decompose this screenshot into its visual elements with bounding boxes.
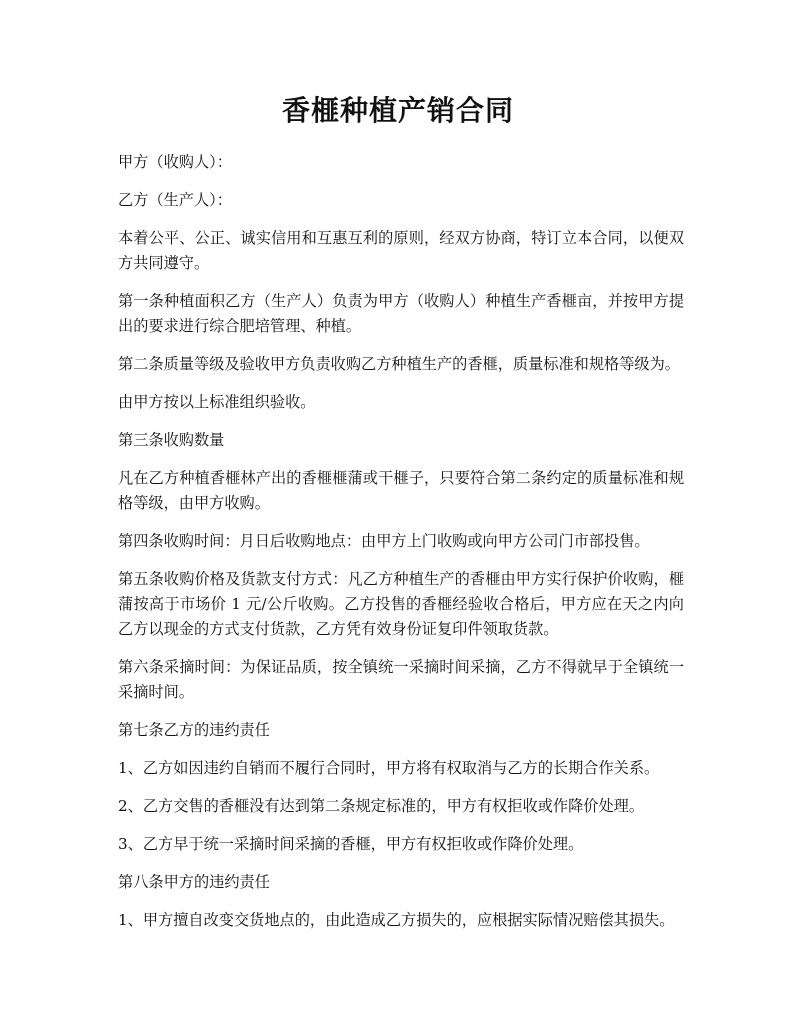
preamble-paragraph: 本着公平、公正、诚实信用和互惠互利的原则，经双方协商，特订立本合同，以便双方共同遵守。 <box>118 229 684 272</box>
article-1-paragraph: 第一条种植面积乙方（生产人）负责为甲方（收购人）种植生产香榧亩，并按甲方提出的要求进行综合肥培管理、种植。 <box>118 292 684 335</box>
article-7-item-3: 3、乙方早于统一采摘时间采摘的香榧，甲方有权拒收或作降价处理。 <box>118 835 584 853</box>
article-3-heading: 第三条收购数量 <box>118 431 225 449</box>
acceptance-paragraph: 由甲方按以上标准组织验收。 <box>118 393 316 411</box>
article-5-paragraph: 第五条收购价格及货款支付方式：凡乙方种植生产的香榧由甲方实行保护价收购，榧蒲按高于市场价 1 元/公斤收购。乙方投售的香榧经验收合格后，甲方应在天之内向乙方以现金的方式支付货款，乙方凭有效身份证复印件领取货款。 <box>118 570 684 638</box>
article-7-item-1: 1、乙方如因违约自销而不履行合同时，甲方将有权取消与乙方的长期合作关系。 <box>118 759 660 777</box>
article-7-item-2: 2、乙方交售的香榧没有达到第二条规定标准的，甲方有权拒收或作降价处理。 <box>118 797 645 815</box>
document-title: 香榧种植产销合同 <box>281 94 514 127</box>
party-b-line: 乙方（生产人）： <box>118 191 232 209</box>
article-8-heading: 第八条甲方的违约责任 <box>118 873 270 891</box>
article-8-item-1: 1、甲方擅自改变交货地点的，由此造成乙方损失的，应根据实际情况赔偿其损失。 <box>118 911 675 929</box>
article-4-paragraph: 第四条收购时间：月日后收购地点：由甲方上门收购或向甲方公司门市部投售。 <box>118 532 650 550</box>
party-a-line: 甲方（收购人）： <box>118 153 232 171</box>
document-body <box>118 150 684 946</box>
article-7-heading: 第七条乙方的违约责任 <box>118 721 270 739</box>
article-6-paragraph: 第六条采摘时间：为保证品质，按全镇统一采摘时间采摘，乙方不得就早于全镇统一采摘时间。 <box>118 658 684 701</box>
article-3-paragraph: 凡在乙方种植香榧林产出的香榧榧蒲或干榧子，只要符合第二条约定的质量标准和规格等级，由甲方收购。 <box>118 469 684 512</box>
article-2-paragraph: 第二条质量等级及验收甲方负责收购乙方种植生产的香榧，质量标准和规格等级为。 <box>118 355 680 373</box>
